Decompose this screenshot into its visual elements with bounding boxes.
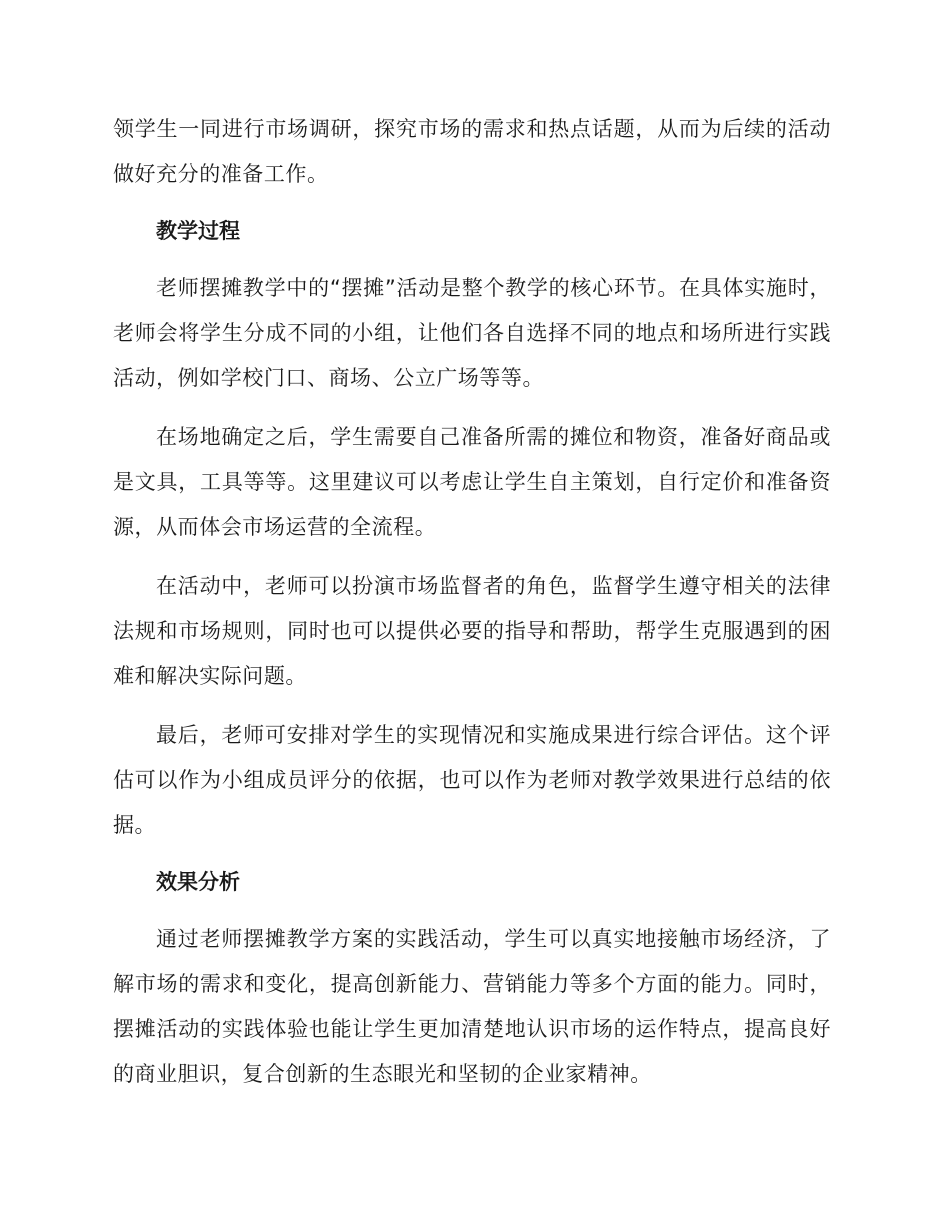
intro-paragraph: 领学生一同进行市场调研，探究市场的需求和热点话题，从而为后续的活动做好充分的准备工作。 xyxy=(113,117,831,186)
body-paragraph: 最后，老师可安排对学生的实现情况和实施成果进行综合评估。这个评估可以作为小组成员评分的依据，也可以作为老师对教学效果进行总结的依据。 xyxy=(113,723,831,837)
body-paragraph: 在场地确定之后，学生需要自己准备所需的摊位和物资，准备好商品或是文具，工具等等。这里建议可以考虑让学生自主策划，自行定价和准备资源，从而体会市场运营的全流程。 xyxy=(113,425,831,539)
body-paragraph: 通过老师摆摊教学方案的实践活动，学生可以真实地接触市场经济，了解市场的需求和变化，提高创新能力、营销能力等多个方面的能力。同时，摆摊活动的实践体验也能让学生更加清楚地认识市场的运作特点，提高良好的商业胆识，复合创新的生态眼光和坚韧的企业家精神。 xyxy=(113,927,831,1086)
document-page xyxy=(113,107,831,1097)
body-paragraph: 老师摆摊教学中的“摆摊”活动是整个教学的核心环节。在具体实施时，老师会将学生分成不同的小组，让他们各自选择不同的地点和场所进行实践活动，例如学校门口、商场、公立广场等等。 xyxy=(113,276,831,390)
section-heading-teaching-process: 教学过程 xyxy=(156,219,240,243)
body-paragraph: 在活动中，老师可以扮演市场监督者的角色，监督学生遵守相关的法律法规和市场规则，同时也可以提供必要的指导和帮助，帮学生克服遇到的困难和解决实际问题。 xyxy=(113,574,831,688)
section-heading-effect-analysis: 效果分析 xyxy=(156,870,240,894)
